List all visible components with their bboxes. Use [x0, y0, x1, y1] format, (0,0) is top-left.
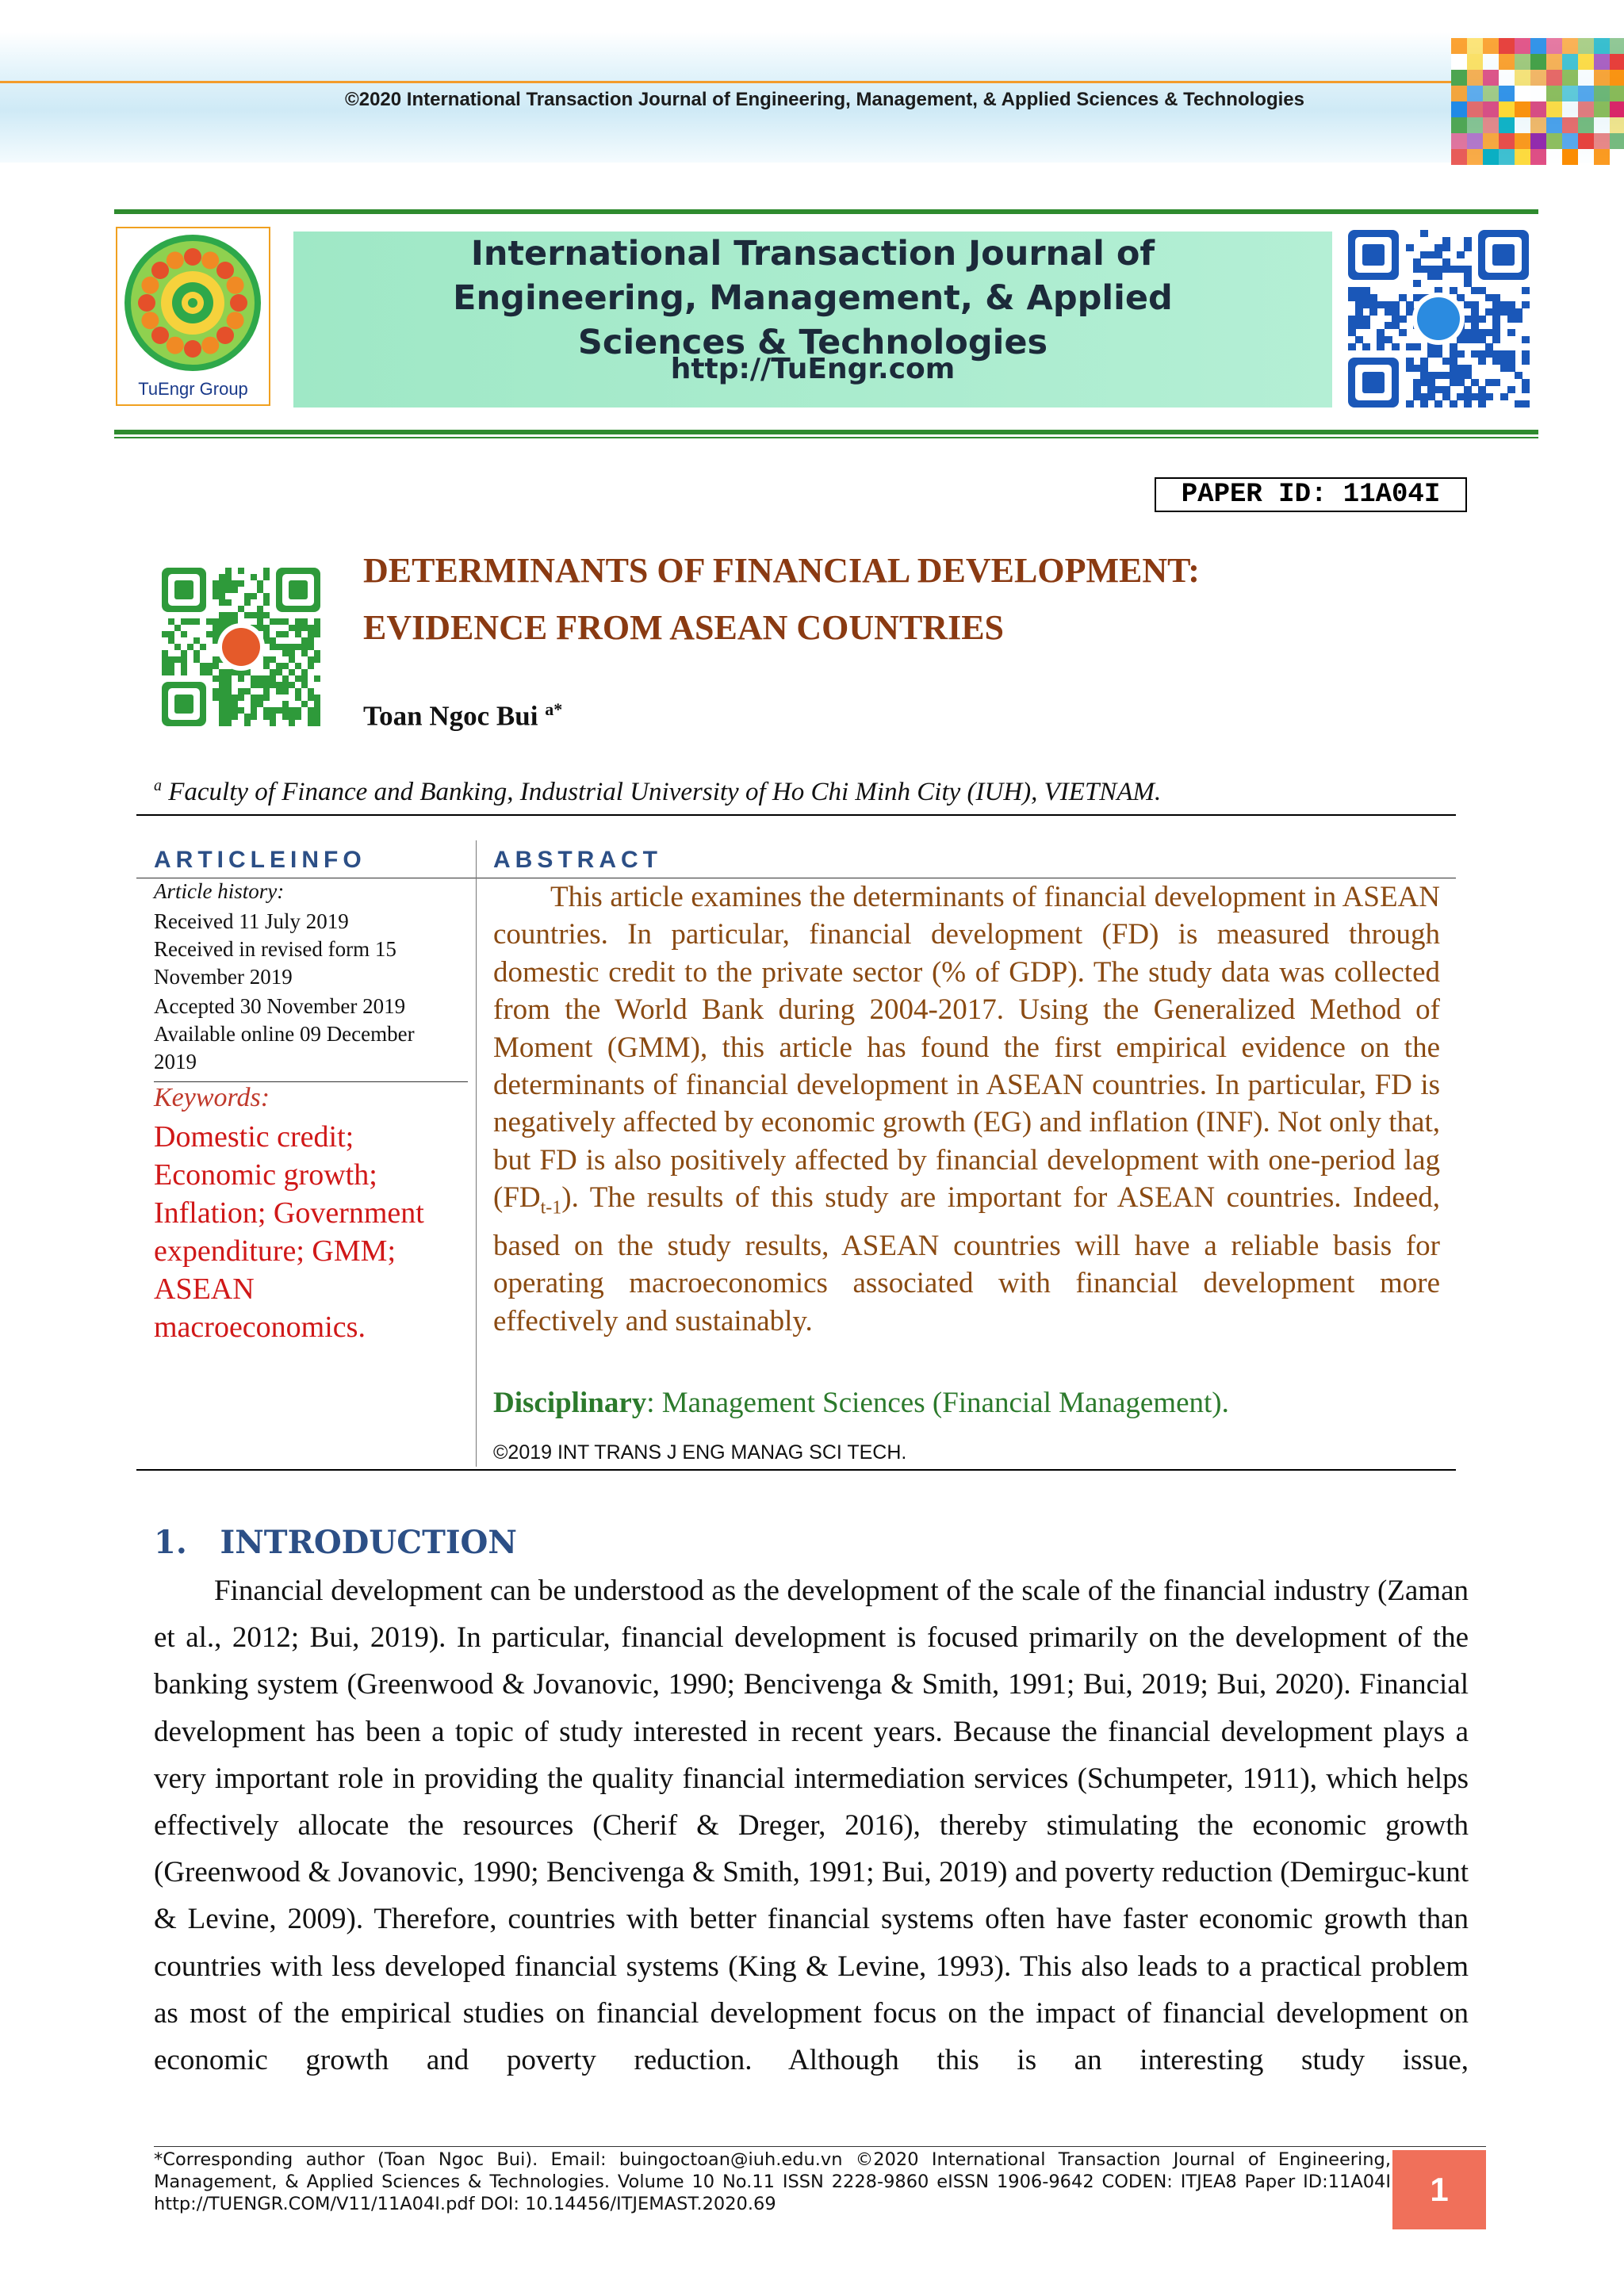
- affiliation-superscript: a: [154, 777, 162, 794]
- history-line: Accepted 30 November 2019: [154, 994, 406, 1018]
- abstract-subscript: t-1: [540, 1197, 562, 1219]
- author-name: Toan Ngoc Bui: [363, 700, 538, 732]
- disciplinary-label: Disciplinary: [493, 1387, 647, 1419]
- history-line: Available online 09 December: [154, 1022, 415, 1046]
- banner-copyright: ©2020 International Transaction Journal of Engineering, Management, & Applied Sciences & Technologies: [345, 89, 1304, 110]
- article-info-heading: ARTICLEINFO: [154, 847, 366, 873]
- abstract-bottom-rule: [136, 1469, 1456, 1471]
- footer-note: *Corresponding author (Toan Ngoc Bui). Email: buingoctoan@iuh.edu.vn ©2020 International Transaction Journal of Engineering, Management, & Applied Sciences & Technologies. Volume 10 No.11 ISSN 2228-9860 eISSN 1906-9642 CODEN: ITJEA8 Paper ID:11A04I http://TUENGR.COM/V11/11A04I.pdf DOI: 10.14456/ITJEMAST.2020.69: [154, 2149, 1391, 2214]
- history-line: 2019: [154, 1050, 197, 1073]
- paper-title: [363, 542, 1473, 656]
- column-divider: [476, 840, 477, 1467]
- history-line: Received 11 July 2019: [154, 909, 349, 933]
- history-line: Received in revised form 15: [154, 937, 396, 961]
- abstract-heading: ABSTRACT: [493, 847, 662, 873]
- affiliation-text: Faculty of Finance and Banking, Industrial University of Ho Chi Minh City (IUH), VIETNAM.: [168, 778, 1162, 806]
- journal-title: International Transaction Journal of Engineering, Management, & Applied Sciences & Technologies: [453, 234, 1173, 362]
- paper-title-line-1: DETERMINANTS OF FINANCIAL DEVELOPMENT:: [363, 551, 1200, 590]
- affiliation: [154, 777, 1161, 807]
- abstract-text-main: This article examines the determinants of financial development in ASEAN countries. In particular, financial development (FD) is measured through domestic credit to the private sector (% of GDP). The study data was collected from the World Bank during 2004-2017. Using the Generalized Method of Moment (GMM), this article has found the first empirical evidence on the determinants of financial development in ASEAN countries. In particular, FD is negatively affected by economic growth (EG) and inflation (INF). Not only that, but FD is also positively affected by financial development with one-period lag (FD: [493, 881, 1440, 1215]
- logo-label: TuEngr Group: [138, 379, 248, 399]
- footer-rule: [154, 2146, 1486, 2147]
- header-rule-bottom: [114, 430, 1538, 434]
- history-line: November 2019: [154, 965, 293, 989]
- tuengr-wheel-icon: [117, 228, 269, 404]
- introduction-body: Financial development can be understood as the development of the scale of the financial industry (Zaman et al., 2012; Bui, 2019). In particular, financial development is focused primarily on the development of the banking system (Greenwood & Jovanovic, 1990; Bencivenga & Smith, 1991; Bui, 2019; Bui, 2020). Financial development has been a topic of study interested in recent years. Because the financial development plays a very important role in providing the quality financial intermediation services (Schumpeter, 1911), which helps effectively allocate the resources (Cherif & Dreger, 2016), thereby stimulating the economic growth (Greenwood & Jovanovic, 1990; Bencivenga & Smith, 1991; Bui, 2019) and poverty reduction (Demirguc-kunt & Levine, 2009). Therefore, countries with better financial systems often have faster economic growth than countries with less developed financial systems (King & Levine, 1993). This also leads to a practical problem as most of the empirical studies on financial development focus on the impact of financial development on economic growth and poverty reduction. Although this is an interesting study issue,: [154, 1575, 1469, 2077]
- page-number: 1: [1430, 2171, 1449, 2208]
- disciplinary-value: : Management Sciences (Financial Management).: [646, 1387, 1229, 1419]
- paper-qr-code: [162, 568, 320, 726]
- introduction-heading: 1. INTRODUCTION: [154, 1524, 517, 1561]
- keywords-rule: [154, 1081, 468, 1082]
- journal-url-link[interactable]: http://TuEngr.com: [670, 353, 956, 385]
- journal-qr-code: [1348, 230, 1529, 408]
- keywords-label: Keywords:: [154, 1083, 270, 1112]
- article-history-label: Article history:: [154, 879, 285, 903]
- pixel-mosaic-decoration: [1451, 35, 1624, 168]
- keywords-list: Domestic credit; Economic growth; Inflation; Government expenditure; GMM; ASEAN macroeconomics.: [154, 1120, 424, 1344]
- affiliation-rule: [136, 814, 1456, 816]
- author-superscript: a*: [545, 699, 563, 719]
- top-orange-rule: [0, 81, 1451, 83]
- header-rule-bottom-thin: [114, 437, 1538, 438]
- author: [363, 699, 562, 733]
- abstract-copyright: ©2019 INT TRANS J ENG MANAG SCI TECH.: [493, 1441, 907, 1464]
- header-rule-top: [114, 209, 1538, 214]
- disciplinary: [493, 1386, 1229, 1420]
- abstract-text-end: ). The results of this study are important for ASEAN countries. Indeed, based on the study results, ASEAN countries will have a reliable basis for operating macroeconomics associated with financial development more effectively and sustainably.: [493, 1181, 1440, 1337]
- paper-id-box: PAPER ID: 11A04I: [1155, 477, 1467, 512]
- paper-title-line-2: EVIDENCE FROM ASEAN COUNTRIES: [363, 608, 1005, 647]
- abstract-body: [493, 878, 1440, 1340]
